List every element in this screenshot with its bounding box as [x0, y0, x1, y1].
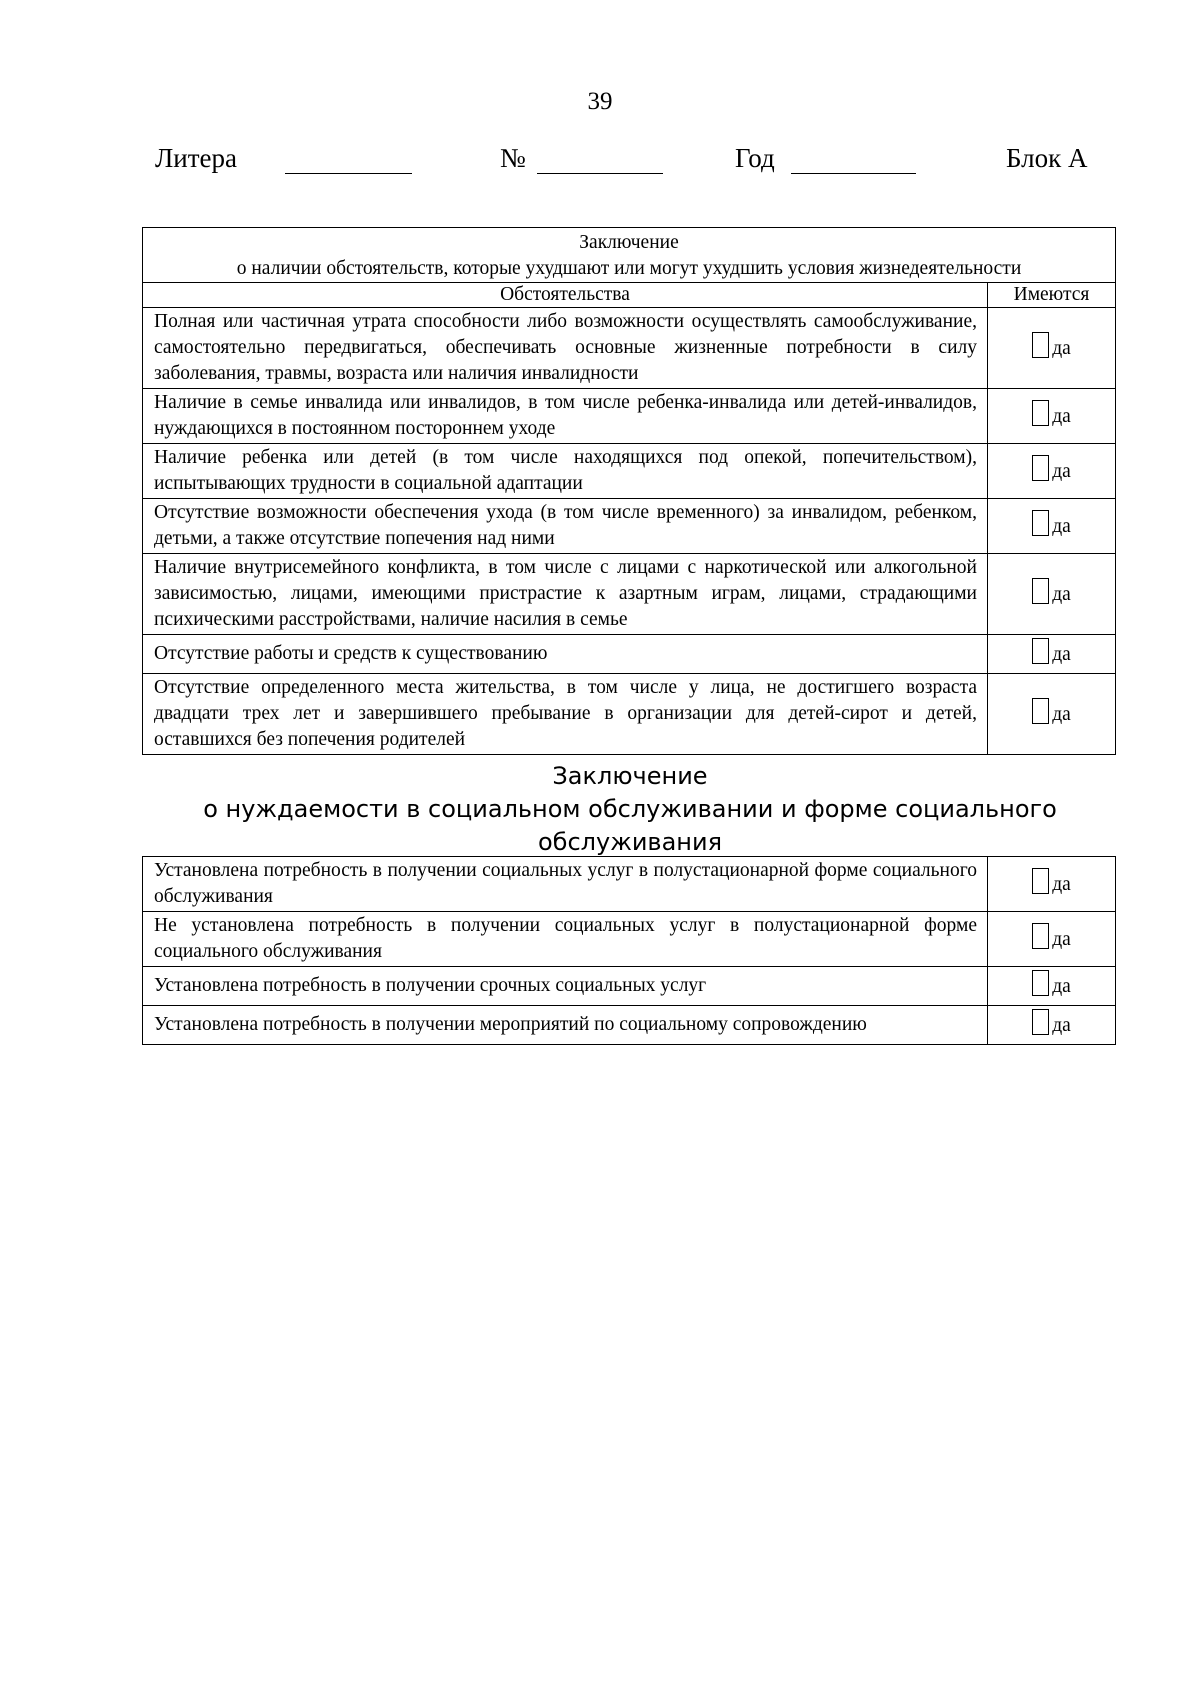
need-conclusion-title [0, 760, 1200, 859]
yes-checkbox[interactable] [1032, 698, 1071, 724]
column-header-circumstances: Обстоятельства [143, 283, 988, 308]
answer-cell [988, 554, 1116, 635]
answer-cell [988, 499, 1116, 554]
yes-checkbox[interactable] [1032, 510, 1071, 536]
need-text: Не установлена потребность в получении социальных услуг в полустационарной форме социального обслуживания [143, 912, 988, 967]
answer-cell [988, 967, 1116, 1006]
yes-label: да [1052, 1015, 1071, 1036]
circumstance-text: Наличие в семье инвалида или инвалидов, в том числе ребенка-инвалида или детей-инвалидов, нуждающихся в постоянном постороннем уходе [143, 389, 988, 444]
need-text: Установлена потребность в получении мероприятий по социальному сопровождению [143, 1006, 988, 1045]
litera-label: Литера [155, 143, 238, 173]
answer-cell [988, 857, 1116, 912]
yes-checkbox[interactable] [1032, 455, 1071, 481]
table-row [143, 857, 1116, 912]
yes-label: да [1052, 704, 1071, 725]
number-field[interactable] [537, 173, 663, 174]
checkbox-square[interactable] [1032, 510, 1049, 536]
checkbox-square[interactable] [1032, 698, 1049, 724]
table-row [143, 499, 1116, 554]
answer-cell [988, 444, 1116, 499]
circumstances-caption [143, 228, 1116, 283]
answer-cell [988, 674, 1116, 755]
page-number: 39 [587, 88, 613, 115]
circumstance-text: Отсутствие определенного места жительства, в том числе у лица, не достигшего возраста двадцати трех лет и завершившего пребывание в организации для детей-сирот и детей, оставшихся без попечения родителей [143, 674, 988, 755]
table-row [143, 389, 1116, 444]
yes-checkbox[interactable] [1032, 578, 1071, 604]
circumstance-text: Полная или частичная утрата способности либо возможности осуществлять самообслуживание, самостоятельно передвигаться, обеспечивать основные жизненные потребности в силу заболевания, травмы, возраста или наличия инвалидности [143, 308, 988, 389]
number-label: № [500, 143, 526, 173]
block-label: Блок А [1006, 143, 1088, 173]
answer-cell [988, 308, 1116, 389]
circumstance-text: Наличие ребенка или детей (в том числе находящихся под опекой, попечительством), испытывающих трудности в социальной адаптации [143, 444, 988, 499]
need-title-line-1: Заключение [552, 762, 708, 790]
table-row [143, 1006, 1116, 1045]
answer-cell [988, 912, 1116, 967]
checkbox-square[interactable] [1032, 400, 1049, 426]
checkbox-square[interactable] [1032, 868, 1049, 894]
circumstance-text: Отсутствие возможности обеспечения ухода (в том числе временного) за инвалидом, ребенком, детьми, а также отсутствие попечения над ними [143, 499, 988, 554]
checkbox-square[interactable] [1032, 455, 1049, 481]
yes-checkbox[interactable] [1032, 868, 1071, 894]
yes-checkbox[interactable] [1032, 970, 1071, 996]
yes-checkbox[interactable] [1032, 400, 1071, 426]
yes-label: да [1052, 929, 1071, 950]
yes-label: да [1052, 338, 1071, 359]
need-text: Установлена потребность в получении социальных услуг в полустационарной форме социального обслуживания [143, 857, 988, 912]
yes-label: да [1052, 644, 1071, 665]
yes-label: да [1052, 516, 1071, 537]
yes-checkbox[interactable] [1032, 332, 1071, 358]
yes-checkbox[interactable] [1032, 923, 1071, 949]
litera-field[interactable] [285, 173, 412, 174]
answer-cell [988, 389, 1116, 444]
table-row [143, 444, 1116, 499]
need-text: Установлена потребность в получении срочных социальных услуг [143, 967, 988, 1006]
need-title-line-2: о нуждаемости в социальном обслуживании и форме социального [203, 795, 1057, 823]
table-row [143, 967, 1116, 1006]
yes-label: да [1052, 584, 1071, 605]
year-label: Год [735, 143, 775, 173]
checkbox-square[interactable] [1032, 1009, 1049, 1035]
table-row [143, 674, 1116, 755]
circumstances-caption-title: Заключение [579, 232, 679, 253]
form-header [0, 143, 1200, 183]
circumstance-text: Наличие внутрисемейного конфликта, в том числе с лицами с наркотической или алкогольной зависимостью, лицами, имеющими пристрастие к азартным играм, лицами, страдающими психическими расстройствами, наличие насилия в семье [143, 554, 988, 635]
yes-checkbox[interactable] [1032, 1009, 1071, 1035]
yes-label: да [1052, 406, 1071, 427]
table-row [143, 554, 1116, 635]
table-row [143, 308, 1116, 389]
circumstances-table [142, 227, 1116, 755]
need-title-line-3: обслуживания [537, 828, 723, 856]
year-field[interactable] [791, 173, 916, 174]
checkbox-square[interactable] [1032, 578, 1049, 604]
checkbox-square[interactable] [1032, 970, 1049, 996]
checkbox-square[interactable] [1032, 923, 1049, 949]
answer-cell [988, 1006, 1116, 1045]
circumstances-caption-subtitle: о наличии обстоятельств, которые ухудшают или могут ухудшить условия жизнедеятельности [236, 258, 1022, 279]
answer-cell [988, 635, 1116, 674]
column-header-present: Имеются [988, 283, 1116, 308]
checkbox-square[interactable] [1032, 332, 1049, 358]
table-row [143, 635, 1116, 674]
checkbox-square[interactable] [1032, 638, 1049, 664]
circumstances-header-row [143, 283, 1116, 308]
yes-label: да [1052, 874, 1071, 895]
circumstances-caption-row [143, 228, 1116, 283]
yes-label: да [1052, 976, 1071, 997]
yes-label: да [1052, 461, 1071, 482]
table-row [143, 912, 1116, 967]
yes-checkbox[interactable] [1032, 638, 1071, 664]
circumstance-text: Отсутствие работы и средств к существованию [143, 635, 988, 674]
need-table [142, 856, 1116, 1045]
